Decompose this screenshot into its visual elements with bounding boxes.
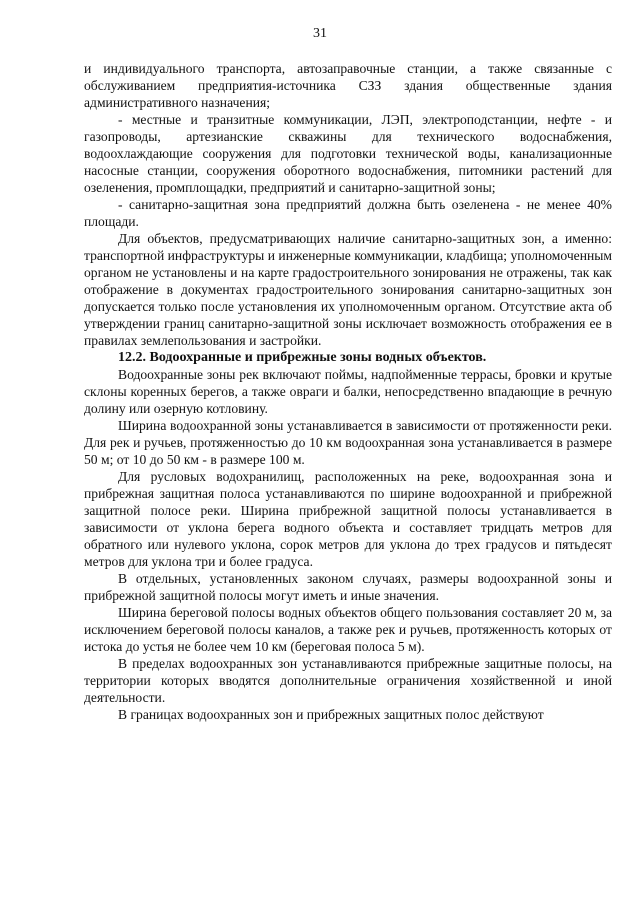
paragraph: и индивидуального транспорта, автозаправочные станции, а также связанные с обслуживанием предприятия-источника СЗЗ здания общественные здания административного назначения; [84,61,612,110]
paragraph: Ширина береговой полосы водных объектов общего пользования составляет 20 м, за исключением береговой полосы каналов, а также рек и ручьев, протяженность которых от истока до устья не более чем 10 км (береговая полоса 5 м). [84,605,612,654]
document-body [84,60,612,723]
list-item: - санитарно-защитная зона предприятий должна быть озеленена - не менее 40% площади. [84,197,612,229]
paragraph: В пределах водоохранных зон устанавливаются прибрежные защитные полосы, на территории которых вводятся дополнительные ограничения хозяйственной и иной деятельности. [84,656,612,705]
paragraph: Водоохранные зоны рек включают поймы, надпойменные террасы, бровки и крутые склоны коренных берегов, а также овраги и балки, непосредственно впадающие в речную долину или озерную котловину. [84,367,612,416]
paragraph: Ширина водоохранной зоны устанавливается в зависимости от протяженности реки. Для рек и ручьев, протяженностью до 10 км водоохранная зона устанавливается в размере 50 м; от 10 до 50 км - в размере 100 м. [84,418,612,467]
paragraph: Для русловых водохранилищ, расположенных на реке, водоохранная зона и прибрежная защитная полоса устанавливаются по ширине водоохранной и прибрежной защитной полосе реки. Ширина прибрежной защитной полосы устанавливается в зависимости от уклона берега водного объекта и составляет тридцать метров для обратного или нулевого уклона, сорок метров для уклона до трех градусов и пятьдесят метров для уклона три и более градуса. [84,469,612,569]
section-heading: 12.2. Водоохранные и прибрежные зоны водных объектов. [118,350,487,365]
paragraph: Для объектов, предусматривающих наличие санитарно-защитных зон, а именно: транспортной инфраструктуры и инженерные коммуникации, кладбища; уполномоченным органом не установлены и на карте градостроительного зонирования не отражены, так как отображение в документах градостроительного зонирования санитарно-защитных зон допускается только после установления их уполномоченным органом. Отсутствие акта об утверждении границ санитарно-защитной зоны исключает возможность отображения ее в правилах землепользования и застройки. [84,231,612,348]
page-number: 31 [313,26,327,41]
paragraph: В границах водоохранных зон и прибрежных защитных полос действуют [118,707,544,722]
list-item: - местные и транзитные коммуникации, ЛЭП, электроподстанции, нефте - и газопроводы, артезианские скважины для технического водоснабжения, водоохлаждающие сооружения для подготовки технической воды, канализационные насосные станции, сооружения оборотного водоснабжения, питомники растений для озеленения, промплощадки, предприятий и санитарно-защитной зоны; [84,112,612,195]
paragraph: В отдельных, установленных законом случаях, размеры водоохранной зоны и прибрежной защитной полосы могут иметь и иные значения. [84,571,612,603]
